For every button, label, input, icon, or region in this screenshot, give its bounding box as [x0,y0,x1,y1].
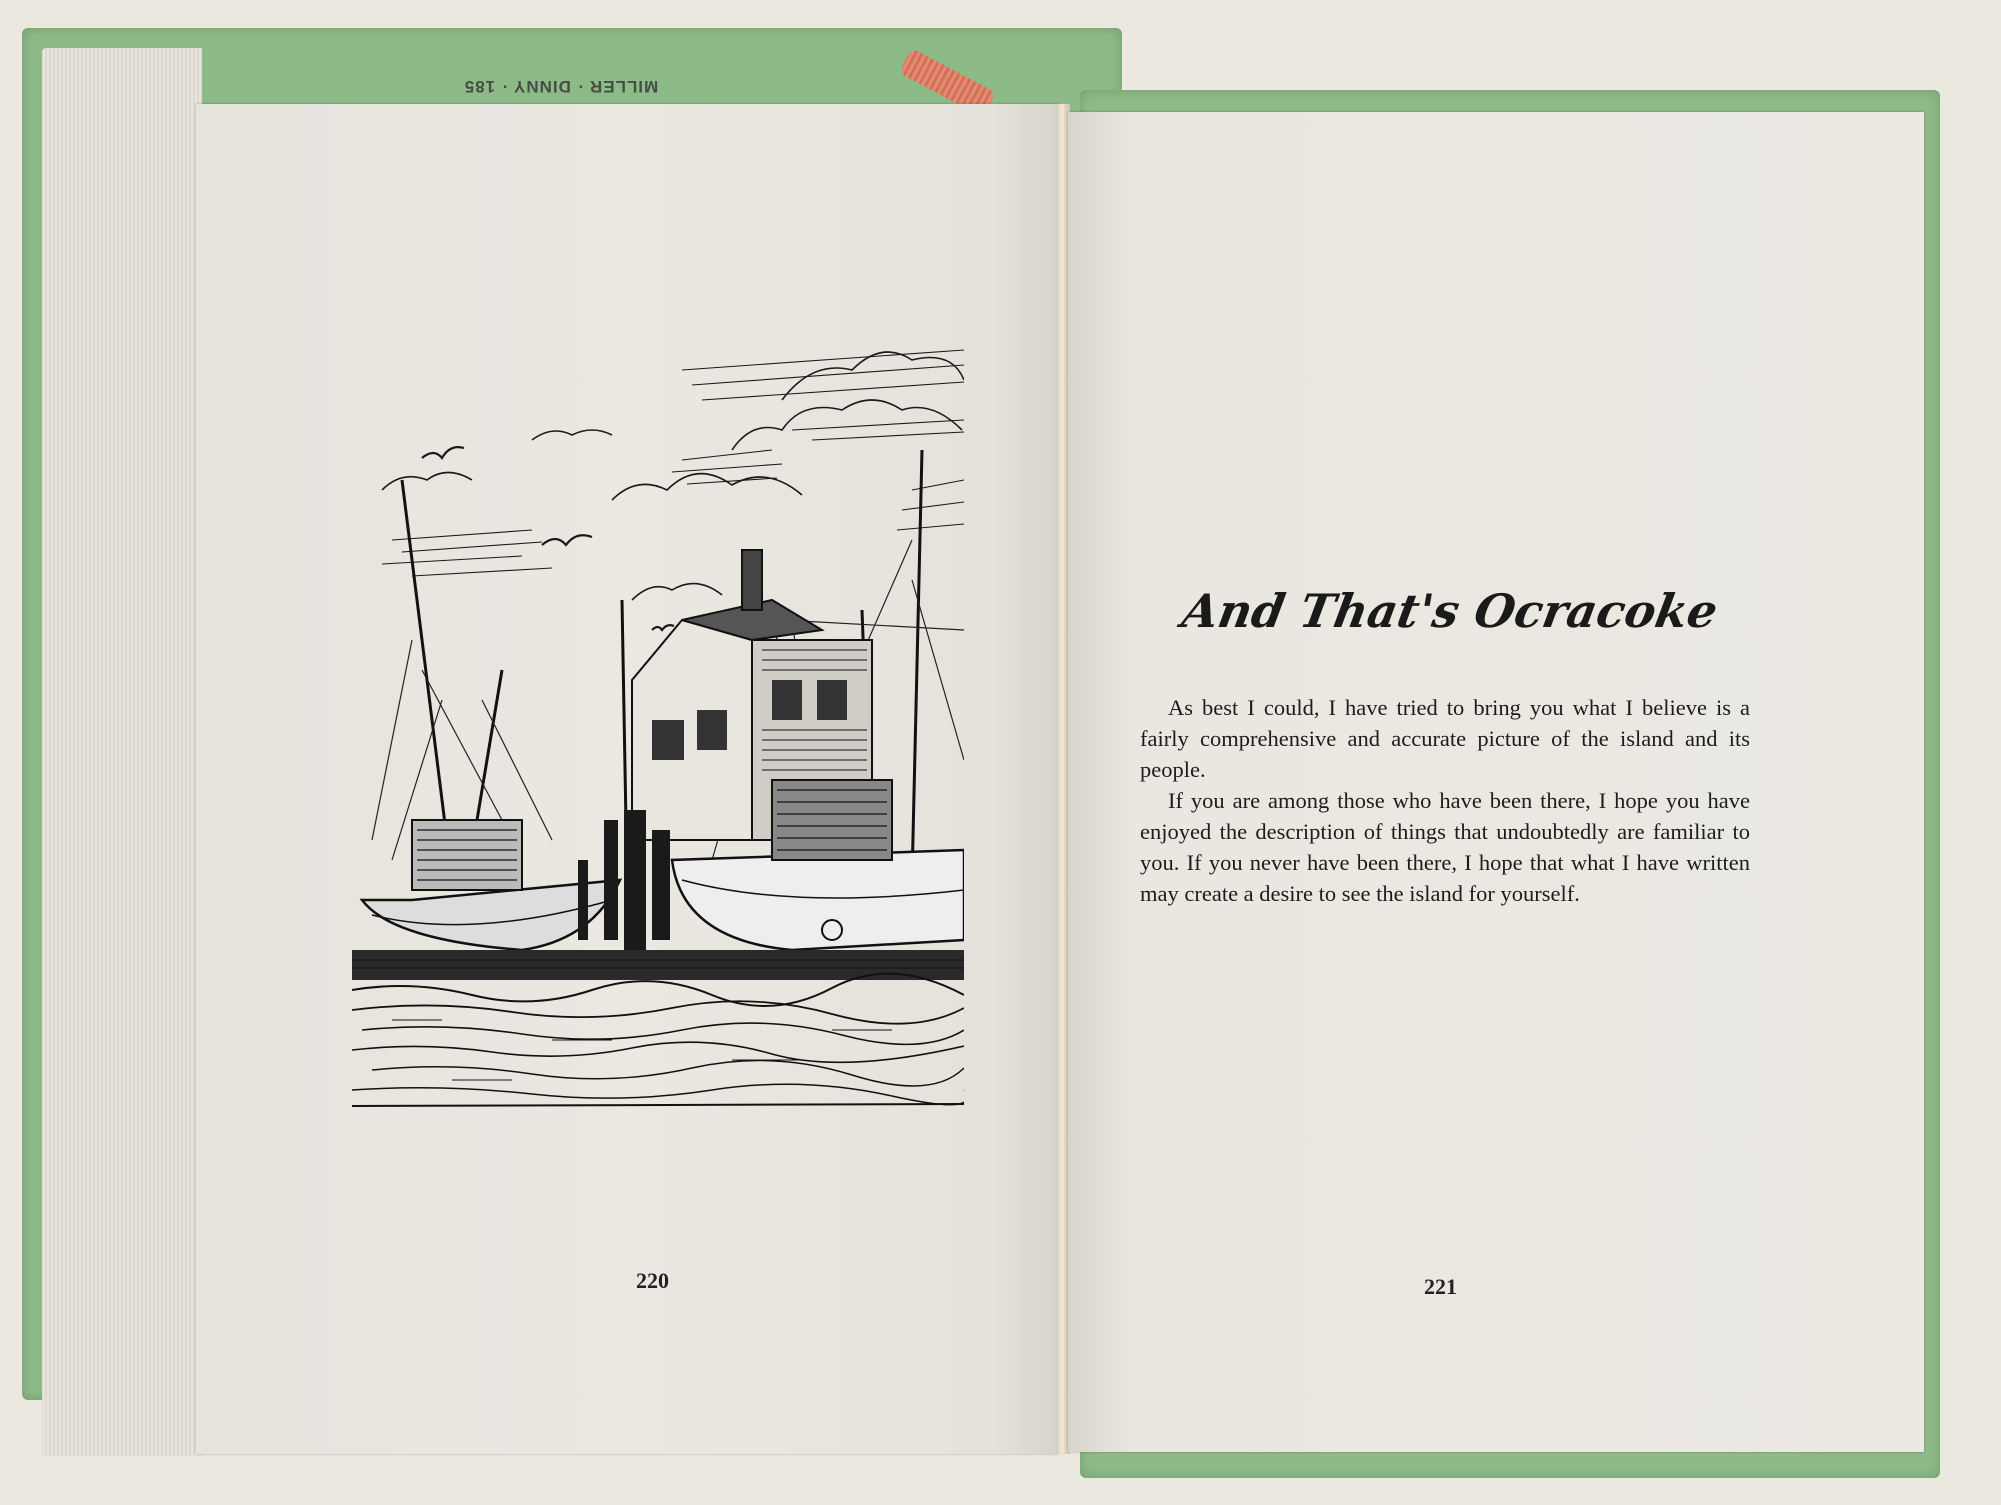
page-number-left: 220 [636,1268,669,1293]
paragraph-2: If you are among those who have been there, I hope you have enjoyed the description of things that undoubtedly are familiar to you. If you never have been there, I hope that what I have written may create a desire to see the island for yourself. [1140,788,1750,906]
harbor-boats-illustration [352,340,964,1110]
sky-hatching [382,350,964,576]
sky-clouds [382,352,964,600]
spine-text: MILLER · DINNY · 185 [463,77,659,96]
page-number-right: 221 [1424,1274,1457,1299]
chapter-body [1140,692,1750,909]
harbor-water [352,950,964,1106]
chapter-title: And That's Ocracoke [1178,584,1722,638]
page-edges [42,48,202,1456]
dock-pilings [578,810,670,950]
paragraph-1: As best I could, I have tried to bring you what I believe is a fairly comprehensive and accurate picture of the island and its people. [1140,695,1750,782]
